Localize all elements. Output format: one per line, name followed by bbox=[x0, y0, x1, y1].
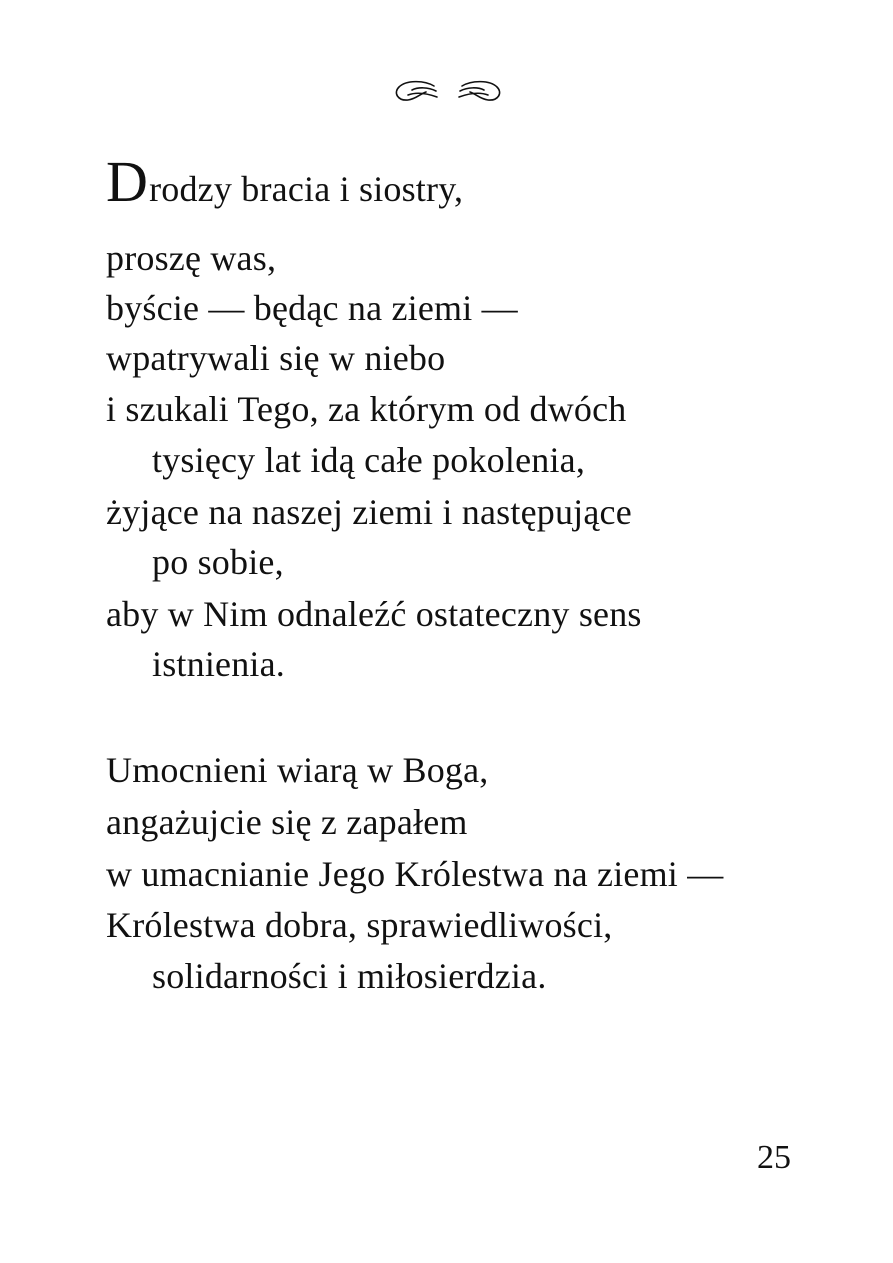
poem-line bbox=[106, 149, 464, 215]
flourish-ornament-icon bbox=[390, 76, 506, 110]
poem-line: istnienia. bbox=[152, 644, 285, 684]
poem-line: angażujcie się z zapałem bbox=[106, 802, 468, 842]
drop-cap: D bbox=[106, 149, 149, 214]
poem-line: tysięcy lat idą całe pokolenia, bbox=[152, 440, 586, 480]
poem-line: i szukali Tego, za którym od dwóch bbox=[106, 389, 627, 429]
poem-line: aby w Nim odnaleźć ostateczny sens bbox=[106, 594, 642, 634]
poem-line: solidarności i miłosierdzia. bbox=[152, 956, 547, 996]
poem-line: żyjące na naszej ziemi i następujące bbox=[106, 492, 632, 532]
poem-line: po sobie, bbox=[152, 542, 284, 582]
poem-line: wpatrywali się w niebo bbox=[106, 338, 446, 378]
line-text: rodzy bracia i siostry, bbox=[149, 169, 464, 209]
poem-line: proszę was, bbox=[106, 238, 277, 278]
page-number: 25 bbox=[757, 1139, 791, 1176]
poem-line: Umocnieni wiarą w Boga, bbox=[106, 750, 489, 790]
poem-line: Królestwa dobra, sprawiedliwości, bbox=[106, 905, 613, 945]
poem-line: byście — będąc na ziemi — bbox=[106, 288, 518, 328]
poem-line: w umacnianie Jego Królestwa na ziemi — bbox=[106, 854, 724, 894]
